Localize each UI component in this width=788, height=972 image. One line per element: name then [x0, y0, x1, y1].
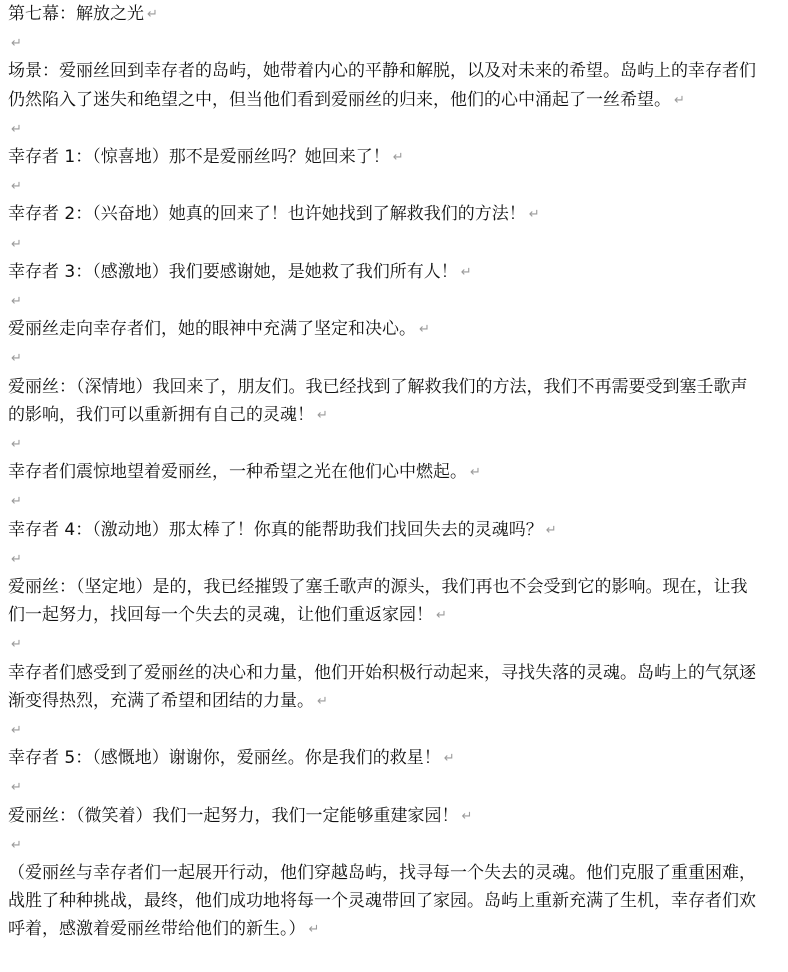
paragraph-mark-icon: ↵ — [11, 722, 22, 738]
paragraph[interactable] — [8, 516, 760, 545]
paragraph-mark-icon: ↵ — [419, 322, 430, 338]
empty-paragraph[interactable] — [8, 230, 760, 258]
paragraph-text: （爱丽丝与幸存者们一起展开行动，他们穿越岛屿，找寻每一个失去的灵魂。他们克服了重重困难，战胜了种种挑战，最终，他们成功地将每一个灵魂带回了家园。岛屿上重新充满了生机，幸存者们欢呼着，感激着爱丽丝带给他们的新生。） — [8, 862, 756, 940]
empty-paragraph[interactable] — [8, 344, 760, 372]
paragraph-mark-icon: ↵ — [308, 922, 320, 938]
paragraph[interactable] — [8, 258, 760, 287]
empty-paragraph[interactable] — [8, 716, 760, 744]
paragraph[interactable] — [8, 143, 760, 172]
paragraph-mark-icon: ↵ — [443, 751, 455, 767]
paragraph-mark-icon: ↵ — [461, 808, 473, 824]
paragraph-mark-icon: ↵ — [436, 608, 447, 624]
paragraph[interactable] — [8, 859, 760, 945]
paragraph[interactable] — [8, 373, 760, 430]
paragraph-mark-icon: ↵ — [11, 780, 22, 796]
paragraph-mark-icon: ↵ — [11, 436, 22, 452]
paragraph-mark-icon: ↵ — [528, 207, 540, 223]
paragraph-mark-icon: ↵ — [11, 293, 22, 309]
document-body[interactable] — [8, 0, 760, 945]
paragraph-text: 幸存者们感受到了爱丽丝的决心和力量，他们开始积极行动起来，寻找失落的灵魂。岛屿上的气氛逐渐变得热烈，充满了希望和团结的力量。 — [8, 662, 756, 711]
empty-paragraph[interactable] — [8, 773, 760, 801]
paragraph-mark-icon: ↵ — [11, 551, 22, 567]
paragraph-text: 幸存者 5：（感慨地）谢谢你，爱丽丝。你是我们的救星！ — [8, 748, 441, 769]
paragraph[interactable] — [8, 458, 760, 487]
paragraph-mark-icon: ↵ — [11, 236, 22, 252]
paragraph[interactable] — [8, 573, 760, 630]
paragraph-mark-icon: ↵ — [392, 149, 404, 165]
empty-paragraph[interactable] — [8, 115, 760, 143]
paragraph-text: 爱丽丝：（微笑着）我们一起努力，我们一定能够重建家园！ — [8, 805, 459, 826]
paragraph-text: 幸存者们震惊地望着爱丽丝，一种希望之光在他们心中燃起。 — [8, 462, 467, 483]
paragraph-mark-icon: ↵ — [11, 179, 22, 195]
paragraph-text: 爱丽丝走向幸存者们，她的眼神中充满了坚定和决心。 — [8, 319, 416, 340]
paragraph-mark-icon: ↵ — [674, 92, 685, 108]
paragraph-mark-icon: ↵ — [545, 522, 557, 538]
paragraph[interactable] — [8, 659, 760, 716]
paragraph[interactable] — [8, 802, 760, 831]
empty-paragraph[interactable] — [8, 287, 760, 315]
empty-paragraph[interactable] — [8, 630, 760, 658]
paragraph-mark-icon: ↵ — [317, 407, 328, 423]
empty-paragraph[interactable] — [8, 487, 760, 515]
paragraph-mark-icon: ↵ — [460, 264, 472, 280]
paragraph-text: 幸存者 3：（感激地）我们要感谢她，是她救了我们所有人！ — [8, 261, 458, 282]
paragraph-text: 幸存者 4：（激动地）那太棒了！你真的能帮助我们找回失去的灵魂吗？ — [8, 519, 543, 540]
empty-paragraph[interactable] — [8, 172, 760, 200]
paragraph-mark-icon: ↵ — [11, 494, 22, 510]
paragraph[interactable] — [8, 0, 760, 29]
empty-paragraph[interactable] — [8, 545, 760, 573]
paragraph-text: 幸存者 2：（兴奋地）她真的回来了！也许她找到了解救我们的方法！ — [8, 204, 526, 225]
paragraph-mark-icon: ↵ — [470, 465, 481, 481]
paragraph[interactable] — [8, 200, 760, 229]
paragraph-text: 爱丽丝：（坚定地）是的，我已经摧毁了塞壬歌声的源头，我们再也不会受到它的影响。现在，让我们一起努力，找回每一个失去的灵魂，让他们重返家园！ — [8, 576, 748, 626]
empty-paragraph[interactable] — [8, 29, 760, 57]
paragraph-mark-icon: ↵ — [11, 837, 22, 853]
empty-paragraph[interactable] — [8, 430, 760, 458]
paragraph[interactable] — [8, 57, 760, 114]
paragraph-mark-icon: ↵ — [147, 7, 158, 22]
paragraph-text: 第七幕：解放之光 — [8, 4, 144, 24]
paragraph-text: 场景：爱丽丝回到幸存者的岛屿，她带着内心的平静和解脱，以及对未来的希望。岛屿上的幸存者们仍然陷入了迷失和绝望之中，但当他们看到爱丽丝的归来，他们的心中涌起了一丝希望。 — [8, 61, 756, 110]
paragraph-mark-icon: ↵ — [317, 693, 328, 709]
empty-paragraph[interactable] — [8, 831, 760, 859]
paragraph[interactable] — [8, 744, 760, 773]
paragraph-text: 爱丽丝：（深情地）我回来了，朋友们。我已经找到了解救我们的方法，我们不再需要受到塞壬歌声的影响，我们可以重新拥有自己的灵魂！ — [8, 376, 748, 425]
paragraph-mark-icon: ↵ — [11, 351, 22, 367]
paragraph-mark-icon: ↵ — [11, 36, 22, 52]
paragraph-text: 幸存者 1：（惊喜地）那不是爱丽丝吗？她回来了！ — [8, 146, 390, 167]
paragraph-mark-icon: ↵ — [11, 637, 22, 653]
document-page — [8, 0, 760, 945]
paragraph[interactable] — [8, 315, 760, 344]
paragraph-mark-icon: ↵ — [11, 121, 22, 137]
